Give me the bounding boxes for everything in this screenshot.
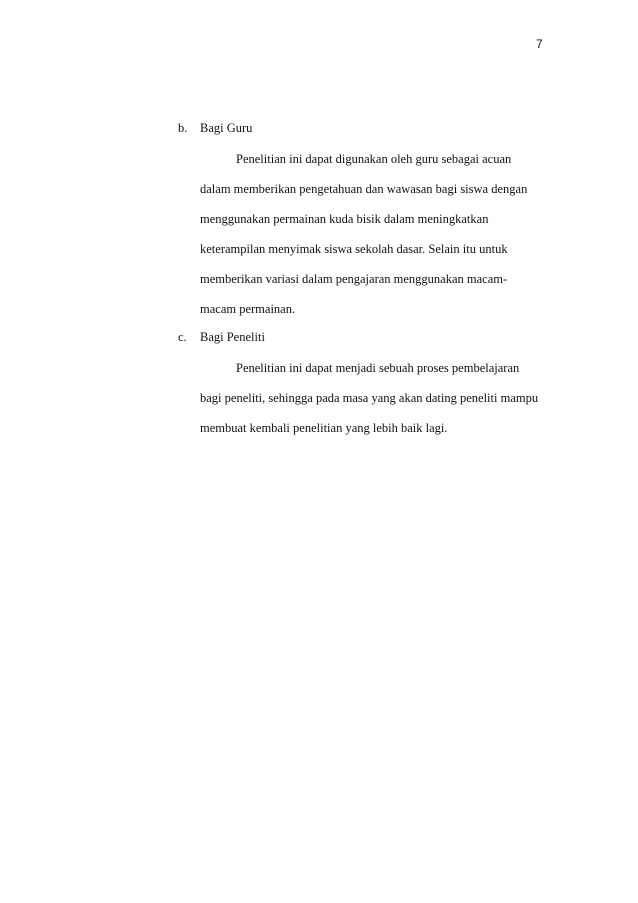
section-b-line: Penelitian ini dapat digunakan oleh guru sebagai acuan [236, 152, 512, 166]
section-b-line: keterampilan menyimak siswa sekolah dasar. Selain itu untuk [200, 242, 508, 256]
section-b-line: dalam memberikan pengetahuan dan wawasan bagi siswa dengan [200, 182, 528, 196]
section-b-heading: Bagi Guru [200, 121, 253, 135]
page-number: 7 [536, 37, 543, 51]
section-c-label: c. [178, 330, 187, 344]
section-c-heading: Bagi Peneliti [200, 330, 265, 344]
section-c-line: membuat kembali penelitian yang lebih baik lagi. [200, 421, 448, 435]
section-b-line: memberikan variasi dalam pengajaran menggunakan macam- [200, 272, 508, 286]
section-b-label: b. [178, 121, 188, 135]
section-c-line: bagi peneliti, sehingga pada masa yang akan dating peneliti mampu [200, 391, 539, 405]
section-b-line: menggunakan permainan kuda bisik dalam meningkatkan [200, 212, 489, 226]
section-c-line: Penelitian ini dapat menjadi sebuah proses pembelajaran [236, 361, 520, 375]
section-b-line: macam permainan. [200, 302, 296, 316]
